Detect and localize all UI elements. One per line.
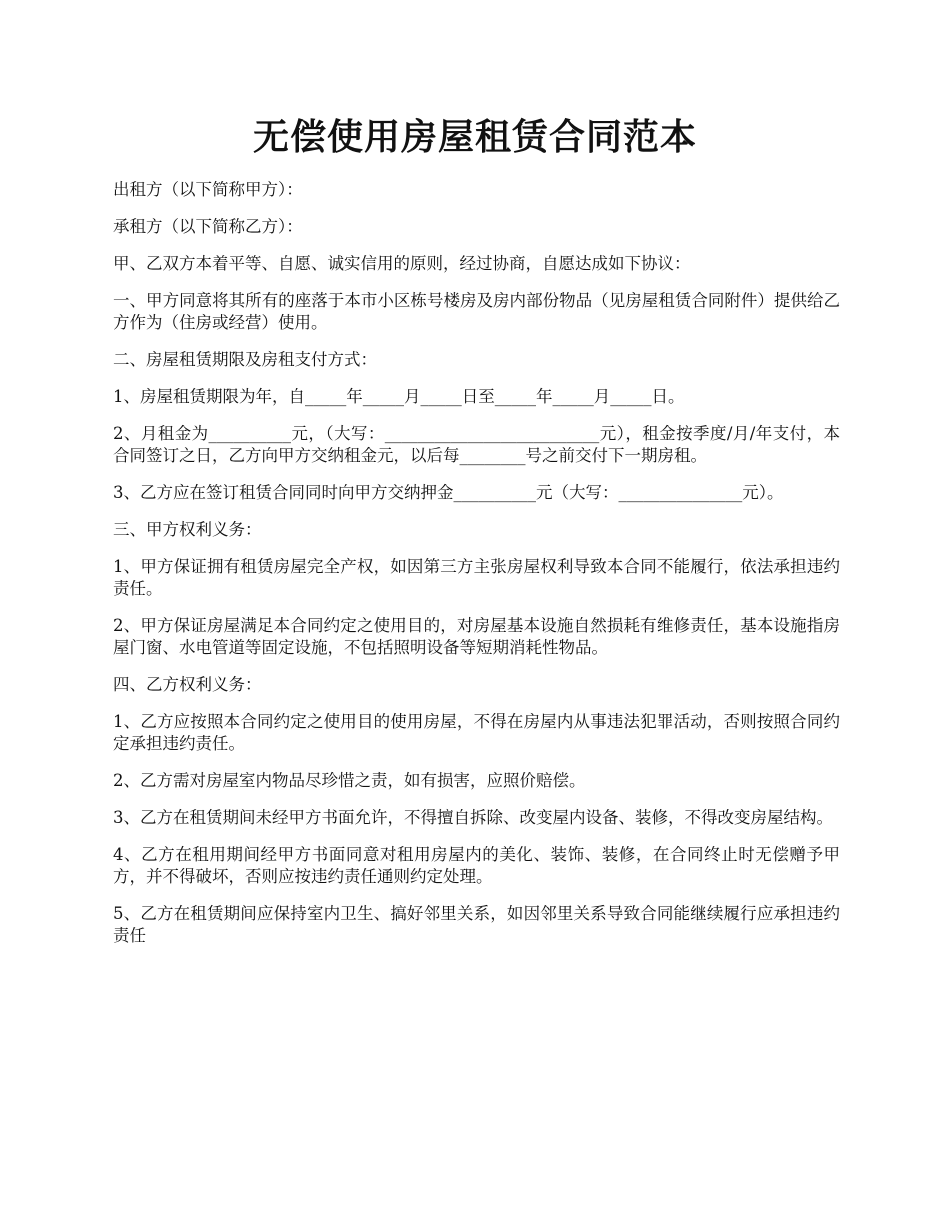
paragraph-lessor-duty-2: 2、甲方保证房屋满足本合同约定之使用目的，对房屋基本设施自然损耗有维修责任，基本设施指房屋门窗、水电管道等固定设施，不包括照明设备等短期消耗性物品。 (113, 616, 840, 657)
section-heading-term-payment: 二、房屋租赁期限及房租支付方式： (113, 350, 377, 369)
section-heading-lessor-duties: 三、甲方权利义务： (113, 520, 262, 539)
paragraph-lessor: 出租方（以下简称甲方）： (113, 180, 303, 199)
document-title: 无偿使用房屋租赁合同范本 (252, 116, 697, 158)
paragraph-lease-term: 1、房屋租赁期限为年，自_____年_____月_____日至_____年_____月_____日。 (113, 387, 685, 406)
paragraph-lessee-duty-5: 5、乙方在租赁期间应保持室内卫生、搞好邻里关系，如因邻里关系导致合同能继续履行应承担违约责任 (113, 904, 840, 945)
paragraph-deposit: 3、乙方应在签订租赁合同同时向甲方交纳押金__________元（大写：_______________元）。 (113, 483, 784, 502)
paragraph-lessee-duty-3: 3、乙方在租赁期间未经甲方书面允许，不得擅自拆除、改变屋内设备、装修，不得改变房屋结构。 (113, 808, 833, 827)
document-body (113, 179, 840, 962)
paragraph-lessee-duty-4: 4、乙方在租用期间经甲方书面同意对租用房屋内的美化、装饰、装修，在合同终止时无偿赠予甲方，并不得破坏，否则应按违约责任通则约定处理。 (113, 845, 840, 886)
paragraph-lessee: 承租方（以下简称乙方）： (113, 217, 303, 236)
paragraph-lessee-duty-1: 1、乙方应按照本合同约定之使用目的使用房屋，不得在房屋内从事违法犯罪活动，否则按照合同约定承担违约责任。 (113, 712, 840, 753)
paragraph-agreement-intro: 甲、乙双方本着平等、自愿、诚实信用的原则，经过协商，自愿达成如下协议： (113, 254, 691, 273)
paragraph-lessee-duty-2: 2、乙方需对房屋室内物品尽珍惜之责，如有损害，应照价赔偿。 (113, 771, 586, 790)
paragraph-monthly-rent: 2、月租金为__________元，（大写：__________________________元），租金按季度/月/年支付，本合同签订之日，乙方向甲方交纳租金元，以后每________号之前交付下一期房租。 (113, 424, 840, 465)
paragraph-lessor-duty-1: 1、甲方保证拥有租赁房屋完全产权，如因第三方主张房屋权利导致本合同不能履行，依法承担违约责任。 (113, 557, 840, 598)
paragraph-clause-1: 一、甲方同意将其所有的座落于本市小区栋号楼房及房内部份物品（见房屋租赁合同附件）提供给乙方作为（住房或经营）使用。 (113, 291, 840, 332)
section-heading-lessee-duties: 四、乙方权利义务： (113, 675, 262, 694)
